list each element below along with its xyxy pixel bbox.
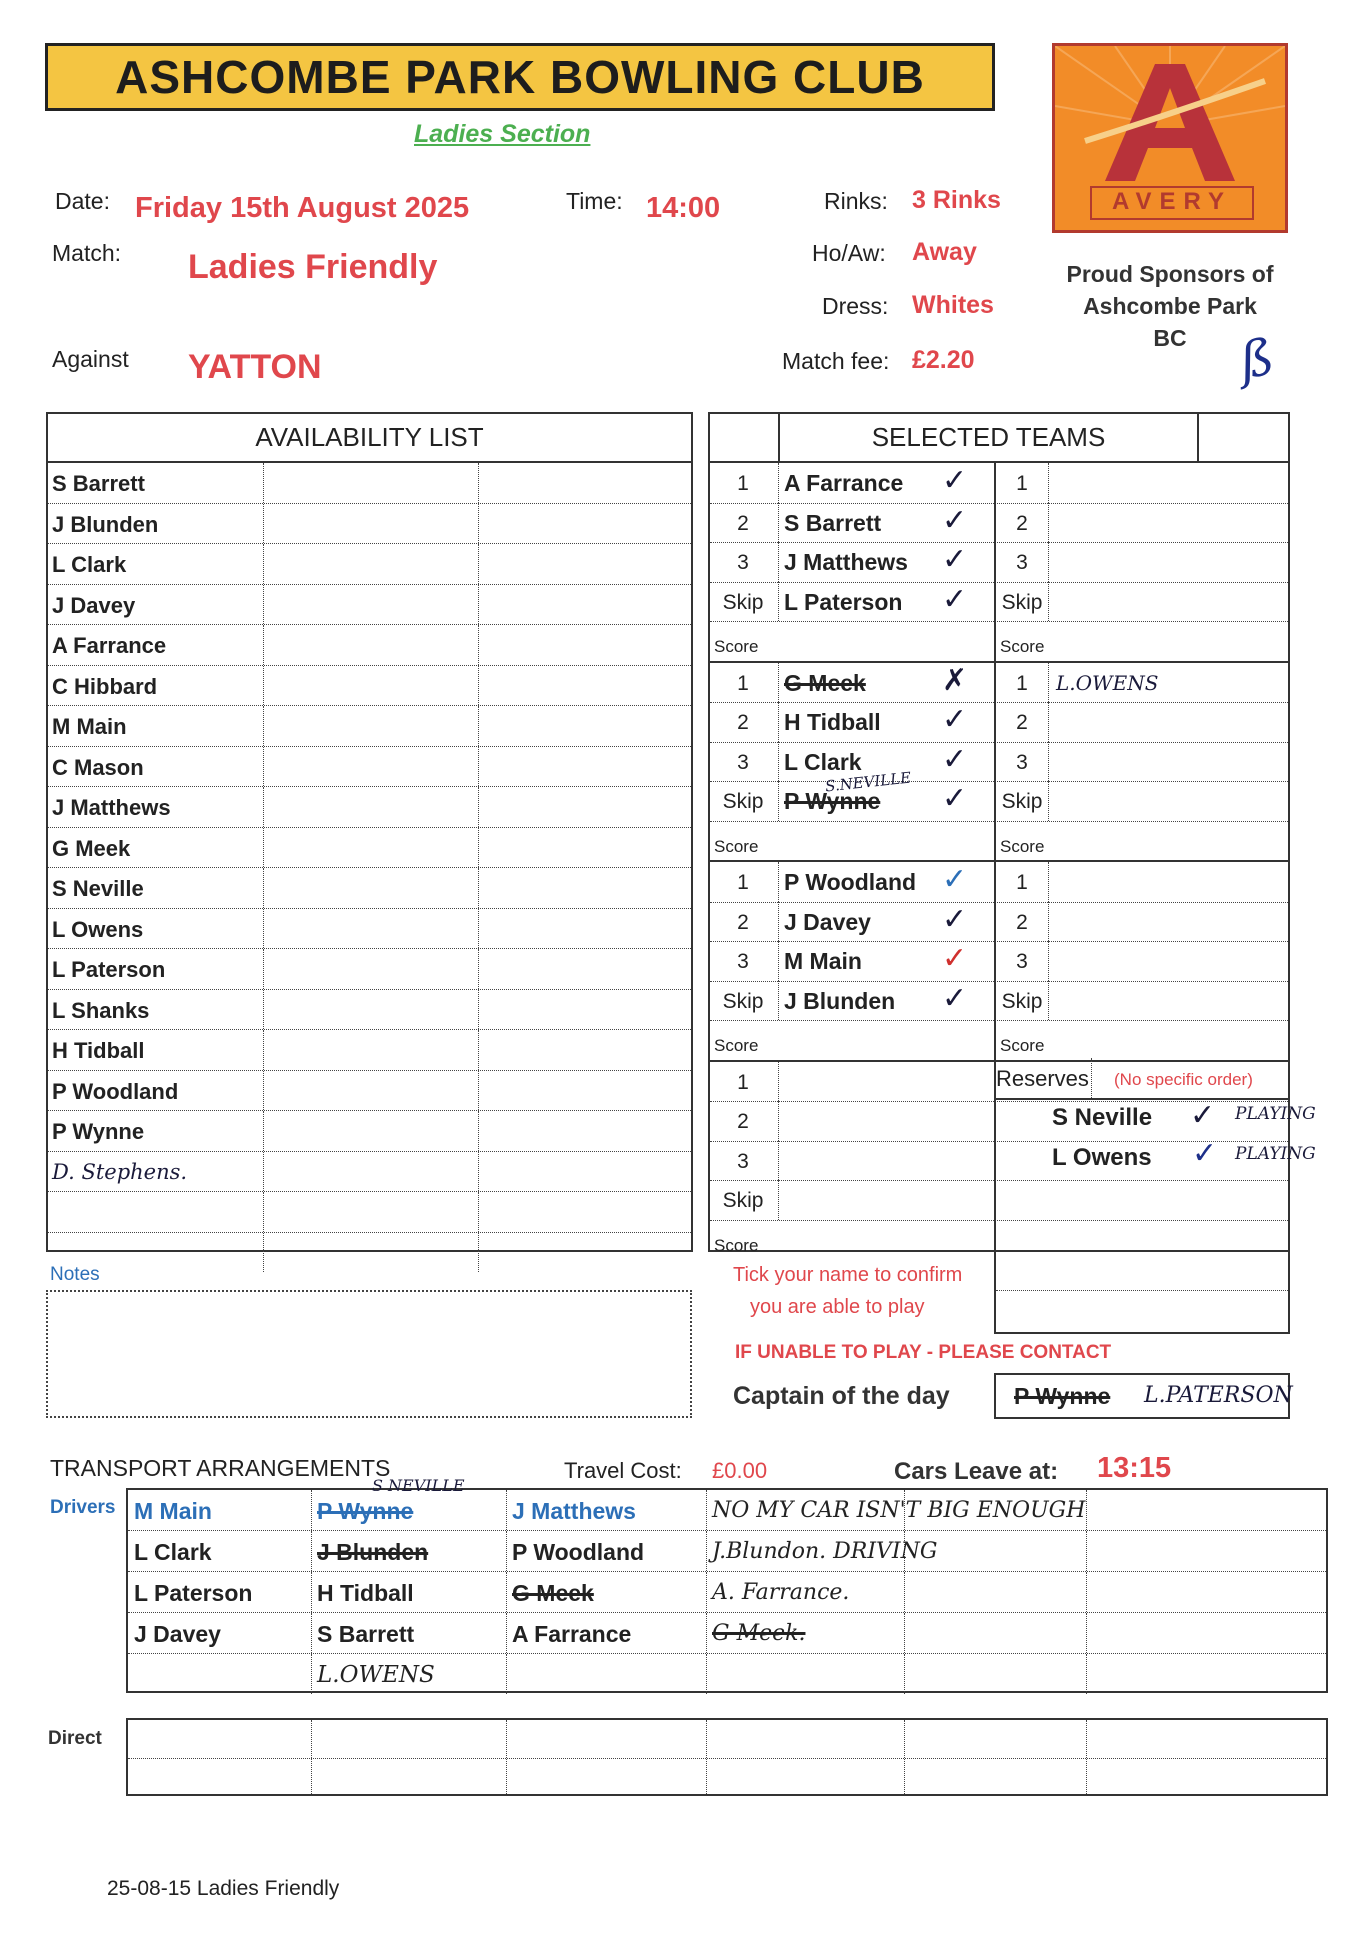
availability-row — [48, 1192, 691, 1233]
confirm-tick-icon[interactable]: ✓ — [942, 942, 968, 975]
transport-cell: J.Blundon. DRIVING — [712, 1539, 938, 1564]
availability-tick-cell[interactable] — [478, 949, 691, 989]
rink-position-label: 2 — [737, 711, 749, 734]
availability-tick-cell[interactable] — [263, 625, 479, 665]
transport-cell: J Davey — [134, 1621, 221, 1647]
availability-tick-cell[interactable] — [478, 504, 691, 544]
availability-tick-cell[interactable] — [478, 1071, 691, 1111]
unable-contact: IF UNABLE TO PLAY - PLEASE CONTACT — [735, 1342, 1112, 1363]
availability-name: P Woodland — [52, 1078, 179, 1104]
tick-instruction-1: Tick your name to confirm — [733, 1264, 963, 1286]
against-label: Against — [52, 346, 129, 372]
availability-row — [48, 625, 691, 666]
captain-struck: P Wynne — [1014, 1383, 1111, 1409]
confirm-tick-icon[interactable]: ✓ — [942, 703, 968, 736]
transport-rows — [128, 1490, 1326, 1694]
cars-leave-value: 13:15 — [1097, 1452, 1172, 1484]
rink-position-label: Skip — [722, 1189, 764, 1212]
availability-row — [48, 504, 691, 545]
reserves-label: Reserves — [996, 1066, 1089, 1091]
skip-replacement-note: S.NEVILLE — [824, 768, 912, 795]
availability-row — [48, 787, 691, 828]
confirm-tick-icon[interactable]: ✓ — [942, 742, 968, 776]
fee-label: Match fee: — [782, 348, 890, 374]
availability-tick-cell[interactable] — [263, 1111, 479, 1151]
footer-reference: 25-08-15 Ladies Friendly — [107, 1877, 340, 1900]
rink-row — [710, 862, 1288, 903]
club-title: ASHCOMBE PARK BOWLING CLUB — [115, 51, 925, 103]
availability-name: J Matthews — [52, 795, 171, 820]
confirm-tick-icon[interactable]: ✓ — [942, 503, 968, 537]
travel-cost-label: Travel Cost: — [564, 1458, 682, 1483]
availability-tick-cell[interactable] — [263, 747, 479, 787]
availability-tick-cell[interactable] — [263, 828, 479, 868]
availability-name: J Davey — [52, 592, 136, 618]
transport-cell: J Blunden — [317, 1539, 429, 1565]
rink-position-label: 1 — [737, 871, 749, 894]
confirm-tick-icon[interactable]: ✓ — [942, 782, 968, 815]
rink-position-label: Skip — [722, 790, 764, 813]
rink-row — [710, 542, 1288, 583]
rink-right-note: L.OWENS — [1056, 670, 1159, 695]
availability-tick-cell[interactable] — [263, 1152, 479, 1192]
availability-tick-cell[interactable] — [478, 1233, 691, 1273]
availability-tick-cell[interactable] — [478, 463, 691, 503]
rink-block — [710, 463, 1288, 663]
availability-name: A Farrance — [52, 633, 167, 658]
availability-tick-cell[interactable] — [478, 544, 691, 584]
rink-row — [710, 981, 1288, 1022]
transport-row — [128, 1654, 1326, 1694]
availability-tick-cell[interactable] — [263, 909, 479, 949]
rink-position-label-right: Skip — [1001, 989, 1043, 1013]
availability-tick-cell[interactable] — [263, 949, 479, 989]
sponsor-logo — [1052, 43, 1288, 233]
transport-cell: S Barrett — [317, 1621, 415, 1647]
transport-cell: H Tidball — [317, 1580, 414, 1606]
rink-player: P Woodland — [784, 869, 917, 895]
availability-tick-cell[interactable] — [478, 1030, 691, 1070]
rink-position-label: 2 — [737, 1110, 749, 1133]
rink-position-label-right: 3 — [1016, 750, 1028, 774]
availability-tick-cell[interactable] — [478, 1111, 691, 1151]
rink-position-label: 3 — [737, 1149, 749, 1173]
date-label: Date: — [55, 188, 110, 214]
availability-tick-cell[interactable] — [478, 909, 691, 949]
availability-tick-cell[interactable] — [478, 1192, 691, 1232]
travel-cost-value: £0.00 — [712, 1458, 768, 1483]
availability-row — [48, 1152, 691, 1193]
rink-player: L Clark — [784, 748, 862, 775]
availability-tick-cell[interactable] — [263, 1071, 479, 1111]
selected-title: SELECTED TEAMS — [871, 422, 1106, 452]
availability-row — [48, 1111, 691, 1152]
availability-tick-cell[interactable] — [478, 1152, 691, 1192]
availability-tick-cell[interactable] — [263, 585, 479, 625]
reserves-header — [996, 1058, 1288, 1100]
reserves-note: (No specific order) — [1114, 1070, 1253, 1089]
rink-row — [710, 902, 1288, 943]
availability-name: L Paterson — [52, 957, 166, 982]
rink-row — [710, 582, 1288, 623]
drivers-label: Drivers — [50, 1497, 116, 1518]
availability-row — [48, 706, 691, 747]
confirm-tick-icon[interactable]: ✓ — [942, 981, 968, 1015]
hoaw-value: Away — [912, 238, 977, 266]
transport-cell: J Matthews — [512, 1498, 636, 1524]
transport-cell: A Farrance — [512, 1621, 632, 1647]
availability-row — [48, 828, 691, 869]
availability-row — [48, 747, 691, 788]
availability-row — [48, 585, 691, 626]
rink-row — [710, 781, 1288, 822]
rink-score-label-right: Score — [1000, 836, 1045, 856]
rink-block — [710, 862, 1288, 1062]
confirm-tick-icon[interactable]: ✓ — [942, 543, 968, 576]
cars-leave-label: Cars Leave at: — [894, 1458, 1059, 1485]
sponsor-caption-line1: Proud Sponsors of — [1066, 261, 1274, 287]
availability-title — [48, 414, 691, 463]
rink-row — [710, 463, 1288, 504]
confirm-tick-icon[interactable]: ✓ — [942, 464, 968, 497]
rink-player: H Tidball — [784, 709, 881, 735]
rink-player: M Main — [784, 948, 862, 974]
transport-row — [128, 1572, 1326, 1613]
notes-label: Notes — [50, 1264, 100, 1285]
availability-tick-cell[interactable] — [478, 747, 691, 787]
rink-player: L Paterson — [784, 588, 903, 615]
rink-position-label: 1 — [737, 1070, 749, 1094]
transport-row — [128, 1531, 1326, 1572]
rink-position-label-right: Skip — [1001, 790, 1043, 813]
rink-player: S Barrett — [784, 509, 882, 536]
rink-position-label: Skip — [722, 590, 764, 614]
availability-row — [48, 544, 691, 585]
availability-tick-cell[interactable] — [263, 544, 479, 584]
club-title-banner — [45, 43, 995, 111]
rink-score-label: Score — [714, 836, 759, 856]
availability-tick-cell[interactable] — [478, 585, 691, 625]
rink-position-label-right: 2 — [1016, 511, 1028, 535]
reserve-2-note: PLAYING — [1235, 1144, 1316, 1164]
dress-label: Dress: — [822, 293, 889, 319]
availability-name: M Main — [52, 714, 127, 739]
availability-tick-cell[interactable] — [263, 990, 479, 1030]
availability-tick-cell[interactable] — [263, 1030, 479, 1070]
availability-tick-cell[interactable] — [263, 787, 479, 827]
availability-name: C Hibbard — [52, 673, 158, 699]
rink-player: J Matthews — [784, 549, 908, 575]
transport-cell: NO MY CAR ISN'T BIG ENOUGH — [712, 1498, 1086, 1523]
availability-name: L Shanks — [52, 997, 150, 1023]
rink-row — [710, 503, 1288, 544]
availability-tick-cell[interactable] — [263, 706, 479, 746]
rink-position-label-right: 2 — [1016, 910, 1028, 934]
rinks-value: 3 Rinks — [912, 186, 1001, 214]
availability-tick-cell[interactable] — [263, 1192, 479, 1232]
rink-block — [710, 663, 1288, 863]
availability-row — [48, 990, 691, 1031]
rink-position-label: 1 — [737, 472, 749, 495]
hoaw-label: Ho/Aw: — [812, 240, 886, 266]
direct-table — [126, 1718, 1328, 1796]
rink-position-label-right: 3 — [1016, 551, 1028, 574]
transport-cell: A. Farrance. — [712, 1580, 850, 1605]
against-value: YATTON — [188, 348, 322, 386]
availability-rows — [48, 463, 691, 1272]
captain-label: Captain of the day — [733, 1382, 950, 1410]
rink-position-label-right: Skip — [1001, 590, 1043, 614]
rink-position-label-right: 1 — [1016, 671, 1028, 695]
availability-title-text: AVAILABILITY LIST — [255, 422, 484, 452]
transport-row — [128, 1490, 1326, 1531]
rink-position-label: 2 — [737, 910, 749, 934]
availability-tick-cell[interactable] — [478, 666, 691, 706]
sponsor-caption-line3: BC — [1153, 325, 1187, 351]
availability-tick-cell[interactable] — [478, 625, 691, 665]
reserve-2-tick-icon: ✓ — [1192, 1137, 1218, 1170]
direct-label: Direct — [48, 1728, 102, 1749]
date-value: Friday 15th August 2025 — [135, 192, 470, 224]
captain-box — [994, 1373, 1293, 1419]
availability-tick-cell[interactable] — [263, 868, 479, 908]
confirm-tick-icon[interactable]: ✓ — [942, 902, 968, 936]
rink-position-label: Skip — [722, 989, 764, 1013]
initial-signature: ß — [1235, 327, 1279, 391]
time-value: 14:00 — [646, 192, 721, 224]
rink-position-label-right: 3 — [1016, 950, 1028, 973]
availability-name: S Neville — [52, 876, 144, 901]
rink-row — [710, 702, 1288, 743]
confirm-tick-icon[interactable]: ✓ — [942, 582, 968, 616]
availability-name: H Tidball — [52, 1038, 145, 1063]
reserve-2-name: L Owens — [1052, 1144, 1152, 1171]
availability-name: D. Stephens. — [52, 1159, 188, 1184]
availability-row — [48, 1030, 691, 1071]
rink-position-label: 3 — [737, 750, 749, 774]
confirm-tick-icon[interactable]: ✓ — [942, 863, 968, 896]
rink-player: G Meek — [784, 669, 866, 696]
rink-position-label: 1 — [737, 671, 749, 695]
transport-table — [126, 1488, 1328, 1693]
sponsor-logo-text: AVERY — [1090, 186, 1254, 220]
selected-title-row — [710, 414, 1288, 463]
rink-position-label: 2 — [737, 511, 749, 535]
rink-row — [710, 1180, 1288, 1221]
availability-name: L Clark — [52, 552, 127, 577]
transport-cell: L Paterson — [134, 1580, 253, 1606]
rink-position-label-right: 2 — [1016, 711, 1028, 734]
availability-name: L Owens — [52, 916, 144, 942]
availability-tick-cell[interactable] — [478, 990, 691, 1030]
availability-tick-cell[interactable] — [263, 463, 479, 503]
rink-position-label-right: 1 — [1016, 871, 1028, 894]
transport-cell: L Clark — [134, 1539, 212, 1565]
rink-score-label: Score — [714, 637, 759, 656]
match-label: Match: — [52, 240, 122, 266]
reserve-1-tick-icon: ✓ — [1190, 1099, 1216, 1132]
transport-cell: M Main — [134, 1498, 212, 1524]
availability-tick-cell[interactable] — [478, 868, 691, 908]
transport-cell: G Meek — [512, 1580, 594, 1606]
availability-tick-cell[interactable] — [478, 828, 691, 868]
rink-position-label: 3 — [737, 950, 749, 973]
rink-player: P Wynne — [784, 788, 881, 814]
confirm-tick-icon[interactable]: ✗ — [942, 663, 968, 697]
availability-list — [46, 412, 693, 1252]
rink-position-label: 3 — [737, 551, 749, 574]
availability-row — [48, 1071, 691, 1112]
rink-score-label: Score — [714, 1036, 759, 1055]
time-label: Time: — [566, 188, 623, 214]
availability-name: J Blunden — [52, 511, 159, 537]
rink-row — [710, 742, 1288, 783]
availability-row — [48, 949, 691, 990]
rinks-label: Rinks: — [824, 188, 888, 214]
transport-cell: L.OWENS — [317, 1662, 435, 1688]
availability-tick-cell[interactable] — [263, 1233, 479, 1273]
rink-player: J Davey — [784, 908, 871, 935]
availability-tick-cell[interactable] — [263, 666, 479, 706]
transport-title: TRANSPORT ARRANGEMENTS — [50, 1455, 391, 1481]
fee-value: £2.20 — [912, 346, 975, 374]
rink-score-label-right: Score — [1000, 637, 1045, 656]
availability-name: S Barrett — [52, 471, 145, 496]
rink-position-label-right: 1 — [1016, 472, 1028, 495]
sponsor-caption-line2: Ashcombe Park — [1083, 293, 1257, 319]
reserves-extra-box — [994, 1250, 1290, 1334]
notes-box[interactable] — [46, 1290, 692, 1418]
dress-value: Whites — [912, 291, 994, 319]
match-value: Ladies Friendly — [188, 248, 438, 286]
rink-row — [710, 941, 1288, 982]
transport-row — [128, 1613, 1326, 1654]
captain-new: L.PATERSON — [1144, 1383, 1293, 1408]
availability-name: G Meek — [52, 835, 131, 861]
availability-row — [48, 1233, 691, 1273]
transport-row1-above-note: S NEVILLE — [372, 1476, 465, 1495]
availability-row — [48, 909, 691, 950]
transport-cell: P Woodland — [512, 1539, 645, 1565]
availability-tick-cell[interactable] — [263, 504, 479, 544]
rink-player: A Farrance — [784, 470, 904, 496]
availability-name: P Wynne — [52, 1119, 145, 1144]
availability-row — [48, 868, 691, 909]
rink-score-label: Score — [714, 1235, 759, 1255]
availability-tick-cell[interactable] — [478, 787, 691, 827]
reserve-1-name: S Neville — [1052, 1104, 1153, 1131]
transport-cell: P Wynne — [317, 1498, 414, 1524]
rink-player: J Blunden — [784, 987, 896, 1014]
section-subtitle: Ladies Section — [414, 120, 591, 148]
rink-row — [710, 663, 1288, 704]
availability-row — [48, 463, 691, 504]
reserve-1-note: PLAYING — [1235, 1104, 1316, 1124]
availability-name: C Mason — [52, 754, 144, 780]
transport-cell: G Meek. — [712, 1621, 806, 1646]
rink-score-label-right: Score — [1000, 1036, 1045, 1055]
availability-row — [48, 666, 691, 707]
availability-tick-cell[interactable] — [478, 706, 691, 746]
tick-instruction-2: you are able to play — [750, 1296, 925, 1318]
